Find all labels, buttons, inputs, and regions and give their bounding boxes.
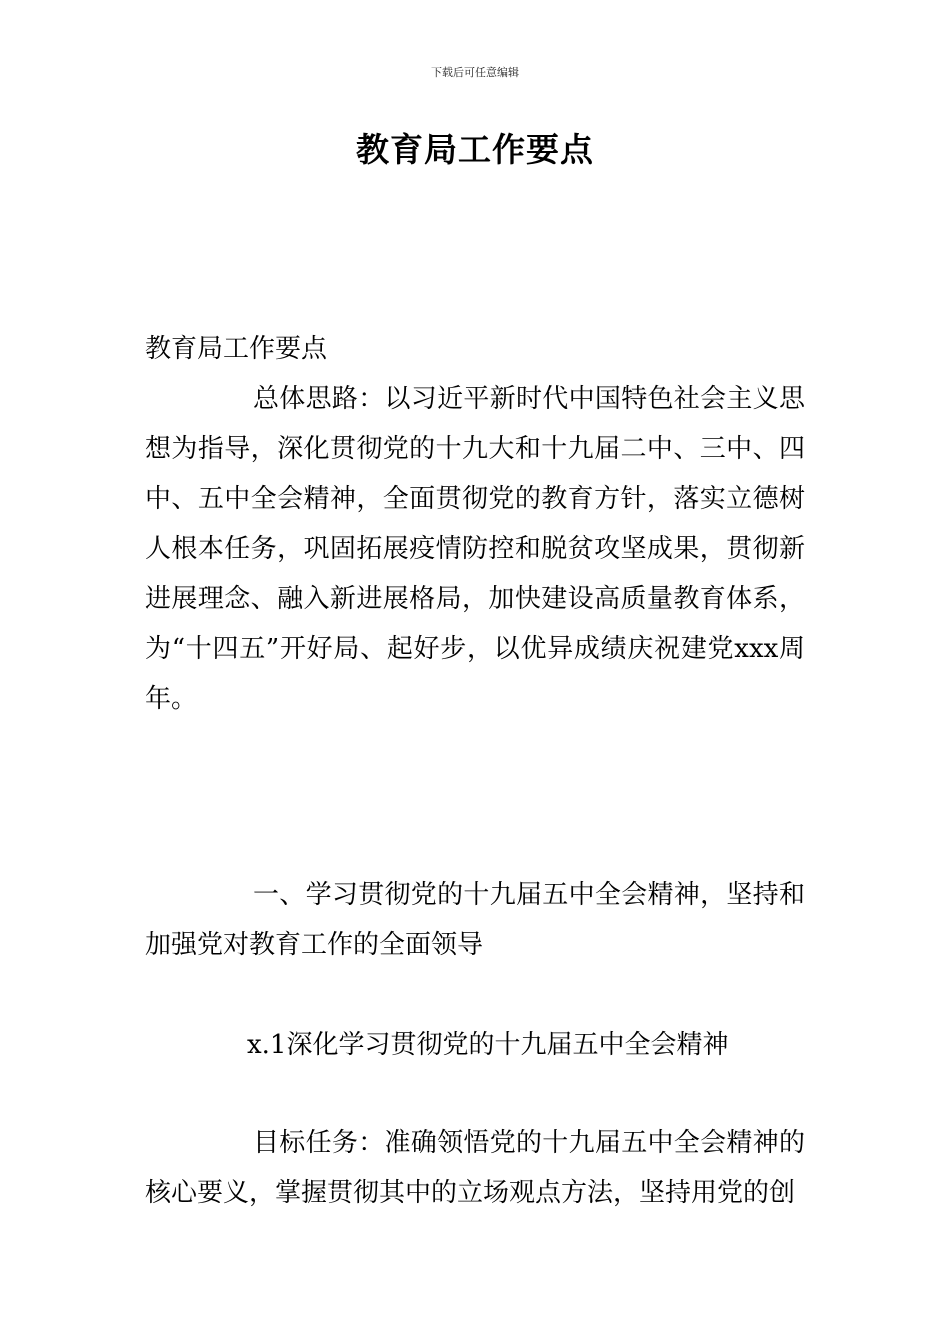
section-heading-1: 一、学习贯彻党的十九届五中全会精神，坚持和加强党对教育工作的全面领导 [145,880,805,960]
subsection-heading-1-1: x.1深化学习贯彻党的十九届五中全会精神 [247,1030,729,1060]
paragraph-target-tasks: 目标任务：准确领悟党的十九届五中全会精神的核心要义，掌握贯彻其中的立场观点方法，坚持用党的创 [145,1128,805,1208]
header-note: 下载后可任意编辑 [431,66,519,79]
paragraph-overall-approach: 总体思路：以习近平新时代中国特色社会主义思想为指导，深化贯彻党的十九大和十九届二中、三中、四中、五中全会精神，全面贯彻党的教育方针，落实立德树人根本任务，巩固拓展疫情防控和脱贫攻坚成果，贯彻新进展理念、融入新进展格局，加快建设高质量教育体系，为“十四五”开好局、起好步，以优异成绩庆祝建党xxx周年。 [145,384,805,714]
document-title: 教育局工作要点 [356,130,594,169]
document-subtitle: 教育局工作要点 [145,334,328,364]
